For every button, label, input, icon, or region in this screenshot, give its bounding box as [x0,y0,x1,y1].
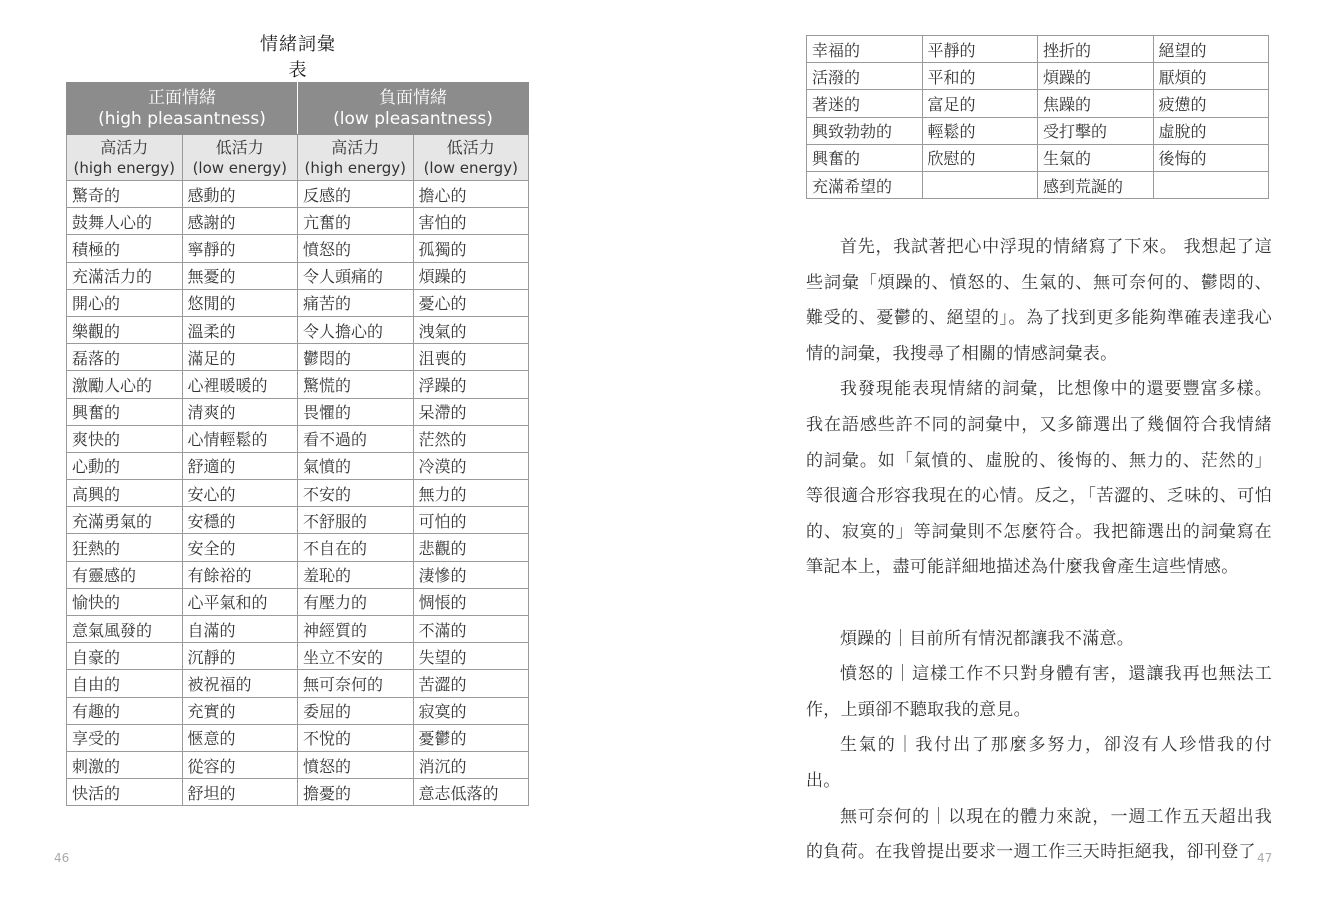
table-row [807,171,1269,198]
table-cell: 冷漠的 [413,452,529,479]
table-cell: 平靜的 [922,36,1038,63]
table-cell: 洩氣的 [413,316,529,343]
table-cell: 有靈感的 [67,561,183,588]
table-cell: 爽快的 [67,425,183,452]
table-cell: 驚奇的 [67,181,183,208]
table-cell: 不安的 [298,480,414,507]
table-cell: 有壓力的 [298,588,414,615]
table-cell: 令人擔心的 [298,316,414,343]
table-row [67,670,529,697]
table-cell: 活潑的 [807,63,923,90]
table-cell: 心情輕鬆的 [182,425,298,452]
table-cell: 無憂的 [182,262,298,289]
table-cell: 自由的 [67,670,183,697]
sub-header-zh: 高活力 [100,137,149,157]
table-row [67,751,529,778]
table-cell: 呆滯的 [413,398,529,425]
table-row [67,616,529,643]
table-cell: 孤獨的 [413,235,529,262]
group-header-en: (high pleasantness) [98,108,266,129]
sub-header-zh: 低活力 [446,137,495,157]
table-cell: 煩躁的 [413,262,529,289]
table-cell: 憂鬱的 [413,724,529,751]
table-cell: 不悅的 [298,724,414,751]
negative-emotion-header [298,83,529,135]
paragraph: 首先，我試著把心中浮現的情緒寫了下來。 我想起了這些詞彙「煩躁的、憤怒的、生氣的、無可奈何的、鬱悶的、難受的、憂鬱的、絕望的」。為了找到更多能夠準確表達我心情的詞彙，我搜尋了相關的情感詞彙表。 [806,237,1272,364]
paragraph-gap [806,586,1272,622]
page-title: 情緒詞彙表 [252,30,344,92]
table-cell: 鬱悶的 [298,344,414,371]
table-cell: 茫然的 [413,425,529,452]
table-cell: 消沉的 [413,751,529,778]
table-cell: 安全的 [182,534,298,561]
table-cell [922,171,1038,198]
table-cell: 反感的 [298,181,414,208]
table-cell: 有餘裕的 [182,561,298,588]
table-cell: 著迷的 [807,90,923,117]
table-cell: 憤怒的 [298,751,414,778]
table-row [67,779,529,806]
table-row [67,588,529,615]
left-page [0,0,668,900]
table-cell: 令人頭痛的 [298,262,414,289]
table-cell: 刺激的 [67,751,183,778]
right-page [668,0,1337,900]
table-cell: 羞恥的 [298,561,414,588]
paragraph: 無可奈何的｜以現在的體力來說，一週工作五天超出我的負荷。在我曾提出要求一週工作三天時拒絕我，卻刊登了 [806,806,1272,863]
table-cell: 挫折的 [1038,36,1154,63]
table-sub-header-row [67,135,529,181]
table-row [67,344,529,371]
table-cell: 疲憊的 [1153,90,1269,117]
table-cell: 有趣的 [67,697,183,724]
table-cell: 欣慰的 [922,144,1038,171]
table-cell: 安心的 [182,480,298,507]
table-cell: 不滿的 [413,616,529,643]
sub-header-cell [413,135,529,181]
table-cell: 神經質的 [298,616,414,643]
table-cell: 畏懼的 [298,398,414,425]
table-cell: 受打擊的 [1038,117,1154,144]
paragraph: 生氣的｜我付出了那麼多努力，卻沒有人珍惜我的付出。 [806,735,1272,791]
table-cell: 鼓舞人心的 [67,208,183,235]
sub-header-cell [182,135,298,181]
table-row [807,36,1269,63]
table-cell: 輕鬆的 [922,117,1038,144]
table-row [67,371,529,398]
sub-header-en: (low energy) [192,158,287,177]
table-row [807,63,1269,90]
table-cell: 興致勃勃的 [807,117,923,144]
table-cell: 無力的 [413,480,529,507]
table-cell: 寧靜的 [182,235,298,262]
table-row [67,235,529,262]
table-group-header-row [67,83,529,135]
table-cell: 沮喪的 [413,344,529,371]
table-cell: 高興的 [67,480,183,507]
table-cell: 感到荒誕的 [1038,171,1154,198]
table-cell: 氣憤的 [298,452,414,479]
positive-emotion-header [67,83,298,135]
table-row [67,398,529,425]
table-cell: 絕望的 [1153,36,1269,63]
table-row [807,90,1269,117]
table-cell: 委屈的 [298,697,414,724]
table-cell: 舒適的 [182,452,298,479]
table-cell: 憂心的 [413,289,529,316]
table-cell: 富足的 [922,90,1038,117]
table-cell: 失望的 [413,643,529,670]
table-row [67,425,529,452]
table-cell: 看不過的 [298,425,414,452]
table-cell: 害怕的 [413,208,529,235]
table-cell: 浮躁的 [413,371,529,398]
table-cell: 愜意的 [182,724,298,751]
table-cell: 充滿勇氣的 [67,507,183,534]
sub-header-en: (low energy) [423,158,518,177]
sub-header-cell [298,135,414,181]
table-cell: 被祝福的 [182,670,298,697]
table-row [67,643,529,670]
table-cell: 平和的 [922,63,1038,90]
table-cell: 幸福的 [807,36,923,63]
group-header-zh: 負面情緒 [379,87,448,108]
sub-header-cell [67,135,183,181]
table-cell: 自滿的 [182,616,298,643]
table-cell: 煩躁的 [1038,63,1154,90]
table-cell: 悠閒的 [182,289,298,316]
emotion-vocabulary-table [66,82,529,806]
table-cell: 虛脫的 [1153,117,1269,144]
table-cell: 開心的 [67,289,183,316]
table-cell: 愉快的 [67,588,183,615]
emotion-vocabulary-table-continued [806,35,1269,199]
group-header-en: (low pleasantness) [333,108,493,129]
table-body [67,181,529,806]
table-cell: 生氣的 [1038,144,1154,171]
table-cell: 擔心的 [413,181,529,208]
table-cell: 無可奈何的 [298,670,414,697]
table-row [67,534,529,561]
table-cell: 焦躁的 [1038,90,1154,117]
table-row [67,507,529,534]
paragraph: 煩躁的｜目前所有情況都讓我不滿意。 [840,628,1135,649]
table-row [67,262,529,289]
table-cell: 擔憂的 [298,779,414,806]
table-cell: 心裡暖暖的 [182,371,298,398]
paragraph: 我發現能表現情緒的詞彙，比想像中的還要豐富多樣。我在語感些許不同的詞彙中，又多篩選出了幾個符合我情緒的詞彙。如「氣憤的、虛脫的、後悔的、無力的、茫然的」等很適合形容我現在的心情。反之，「苦澀的、乏味的、可怕的、寂寞的」等詞彙則不怎麼符合。我把篩選出的詞彙寫在筆記本上，盡可能詳細地描述為什麼我會產生這些情感。 [806,379,1272,578]
table-cell: 寂寞的 [413,697,529,724]
table-cell: 溫柔的 [182,316,298,343]
table-cell: 樂觀的 [67,316,183,343]
table-cell: 意氣風發的 [67,616,183,643]
table-cell: 快活的 [67,779,183,806]
table-row [67,452,529,479]
table-cell: 沉靜的 [182,643,298,670]
table-row [67,697,529,724]
table-cell: 憤怒的 [298,235,414,262]
table-cell: 心平氣和的 [182,588,298,615]
table-row [67,208,529,235]
table-cell: 可怕的 [413,507,529,534]
table-row [67,289,529,316]
table-cell: 感謝的 [182,208,298,235]
table-cell: 享受的 [67,724,183,751]
table-cell: 悲觀的 [413,534,529,561]
table-cell: 不舒服的 [298,507,414,534]
table-cell: 苦澀的 [413,670,529,697]
page-number: 46 [54,851,70,865]
paragraph: 憤怒的｜這樣工作不只對身體有害，還讓我再也無法工作，上頭卻不聽取我的意見。 [806,664,1272,720]
table-cell [1153,171,1269,198]
table-cell: 自豪的 [67,643,183,670]
table-row [807,117,1269,144]
table-cell: 狂熱的 [67,534,183,561]
table-row [67,561,529,588]
table-cell: 驚慌的 [298,371,414,398]
table-cell: 興奮的 [67,398,183,425]
table-cell: 感動的 [182,181,298,208]
table-cell: 激勵人心的 [67,371,183,398]
table-cell: 充滿希望的 [807,171,923,198]
table-cell: 心動的 [67,452,183,479]
table-cell: 淒慘的 [413,561,529,588]
table-cell: 意志低落的 [413,779,529,806]
sub-header-en: (high energy) [304,158,406,177]
body-text [806,230,1272,871]
table-cell: 後悔的 [1153,144,1269,171]
table-cell: 痛苦的 [298,289,414,316]
table-cell: 舒坦的 [182,779,298,806]
table-row [67,316,529,343]
table-cell: 安穩的 [182,507,298,534]
table-cell: 惆悵的 [413,588,529,615]
table-cell: 坐立不安的 [298,643,414,670]
table-cell: 興奮的 [807,144,923,171]
sub-header-zh: 低活力 [215,137,264,157]
table-row [67,724,529,751]
table-cell: 充滿活力的 [67,262,183,289]
table-body [807,36,1269,199]
table-cell: 磊落的 [67,344,183,371]
table-cell: 從容的 [182,751,298,778]
table-cell: 亢奮的 [298,208,414,235]
table-cell: 厭煩的 [1153,63,1269,90]
table-row [807,144,1269,171]
table-cell: 充實的 [182,697,298,724]
table-row [67,480,529,507]
table-cell: 清爽的 [182,398,298,425]
sub-header-en: (high energy) [73,158,175,177]
table-cell: 不自在的 [298,534,414,561]
table-cell: 滿足的 [182,344,298,371]
sub-header-zh: 高活力 [331,137,380,157]
group-header-zh: 正面情緒 [148,87,216,108]
table-row [67,181,529,208]
page-number: 47 [1257,851,1273,865]
table-cell: 積極的 [67,235,183,262]
